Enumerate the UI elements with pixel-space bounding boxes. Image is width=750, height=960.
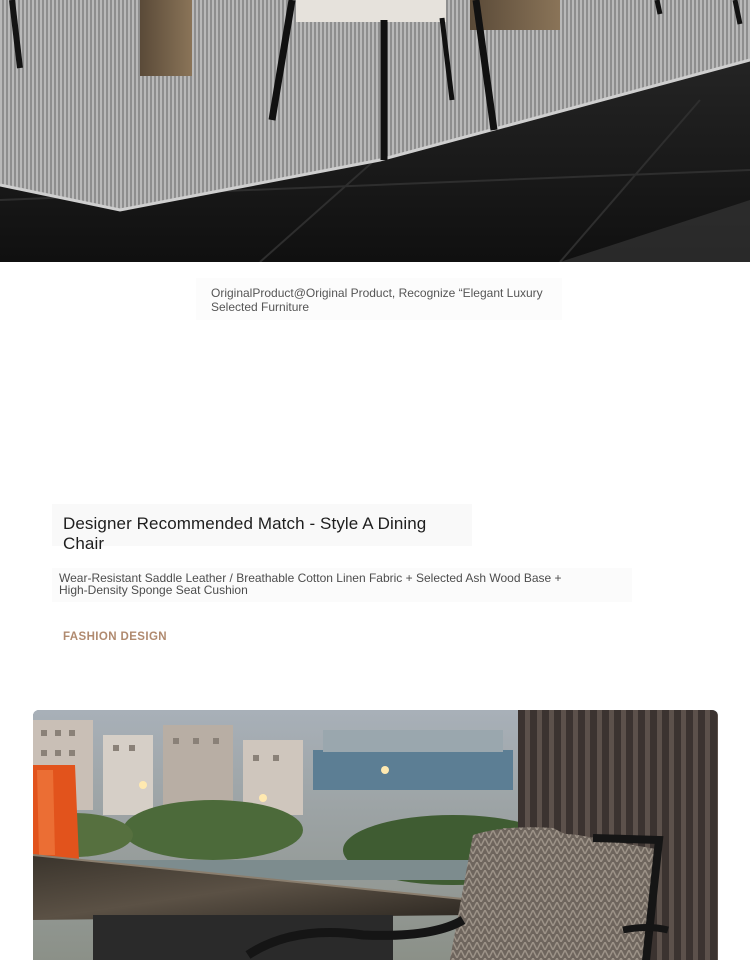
materials-line-1: Wear-Resistant Saddle Leather / Breathable Cotton Linen Fabric + Selected Ash Wood Base + [59,571,562,585]
tagline-line-2: Selected Furniture [211,300,310,314]
fashion-design-label: FASHION DESIGN [63,631,168,643]
materials-description [52,568,632,602]
materials-line-2: High-Density Sponge Seat Cushion [59,583,248,597]
section-heading: Designer Recommended Match - Style A Dining Chair [63,514,427,553]
section-heading-container [52,504,472,553]
lounge-chair-photo [33,710,718,960]
original-product-tagline [196,278,562,320]
hero-photo-dining-room [0,0,750,262]
tagline-line-1: OriginalProduct@Original Product, Recognize “Elegant Luxury [211,286,543,300]
